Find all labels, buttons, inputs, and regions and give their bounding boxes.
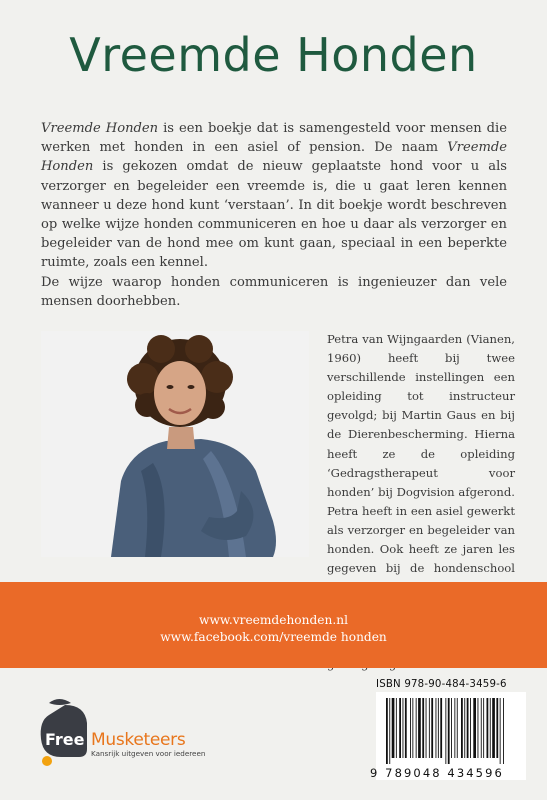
barcode-number: 9 789048 434596 [370,766,504,780]
barcode-bar [429,698,430,758]
barcode-bar [451,698,452,758]
barcode-bar [496,698,498,758]
logo-tagline: Kansrijk uitgeven voor iedereen [91,749,206,758]
barcode-bar [431,698,433,758]
barcode-bar [503,698,504,764]
logo-musketeers-text: Musketeers [91,730,186,750]
website-link[interactable]: www.vreemdehonden.nl [199,613,348,627]
logo-free-text: Free [45,730,85,749]
barcode-bar [473,698,476,758]
intro-paragraph-1 [41,119,507,273]
barcode-bar [412,698,413,758]
barcode-bar [438,698,439,758]
intro-text-part: is gekozen omdat de nieuw geplaatste hond voor u als verzorger en begeleider een vreemde is, die u gaat leren kennen wanneer u deze hond kunt ‘verstaan’. In dit boekje wordt beschreven op welke wijze honden communiceren en hoe u daar als verzorger en begeleider van de hond mee om kunt gaan, speciaal in een beperkte ruimte, zoals een kennel. [41,159,507,271]
barcode-bar [416,698,417,758]
barcode-bar [440,698,442,758]
barcode-bar [487,698,489,758]
facebook-link[interactable]: www.facebook.com/vreemde honden [160,630,387,644]
publisher-logo [37,697,237,767]
barcode-bar [461,698,463,758]
intro-text [41,119,507,311]
barcode-bar [467,698,469,758]
barcode-bar [445,698,446,764]
barcode-bar [448,698,450,764]
barcode-bar [399,698,401,758]
logo-dot [42,756,52,766]
barcode-bar [464,698,465,758]
logo-leaf [49,699,71,705]
author-bio: Petra van Wijngaarden (Vianen, 1960) heeft bij twee verschillende instellingen een opleiding tot instructeur gevolgd; bij Martin Gaus en bij de Dierenbescherming. Hierna heeft ze de opleiding ‘Gedragstherapeut voor honden’ bij Dogvision afgerond. Petra heeft in een asiel gewerkt als verzorger en begeleider van honden. Ook heeft ze jaren les gegeven bij de hondenschool [327,332,515,576]
barcode-bar [389,698,390,764]
barcode-bar [426,698,427,758]
barcode-bar [410,698,411,758]
barcode-bar [422,698,424,758]
intro-paragraph-2: De wijze waarop honden communiceren is ingenieuzer dan vele mensen doorhebben. [41,274,507,309]
barcode-bar [403,698,404,758]
barcode-bar [454,698,455,758]
barcode-bar [500,698,501,764]
barcode-bar [386,698,388,764]
author-photo [41,331,309,557]
isbn-label: ISBN 978-90-484-3459-6 [376,679,507,690]
title-italic: Vreemde Honden [41,140,507,175]
barcode-bar [405,698,407,758]
contact-links [0,612,547,646]
barcode-bar [392,698,395,758]
intro-text-part: is een boekje dat is samengesteld voor mensen die werken met honden in een asiel of pension. De naam [41,121,507,156]
barcode-bar [492,698,495,758]
title-italic: Vreemde Honden [41,121,159,136]
barcode-bar [490,698,491,758]
barcode-bar [470,698,471,758]
barcode-bar [396,698,397,758]
barcode-bar [436,698,437,758]
barcode-bar [481,698,482,758]
book-title: Vreemde Honden [69,28,478,82]
barcode-bar [478,698,479,758]
barcode-bar [483,698,484,758]
barcode-bar [457,698,458,758]
barcode-bar [418,698,421,758]
